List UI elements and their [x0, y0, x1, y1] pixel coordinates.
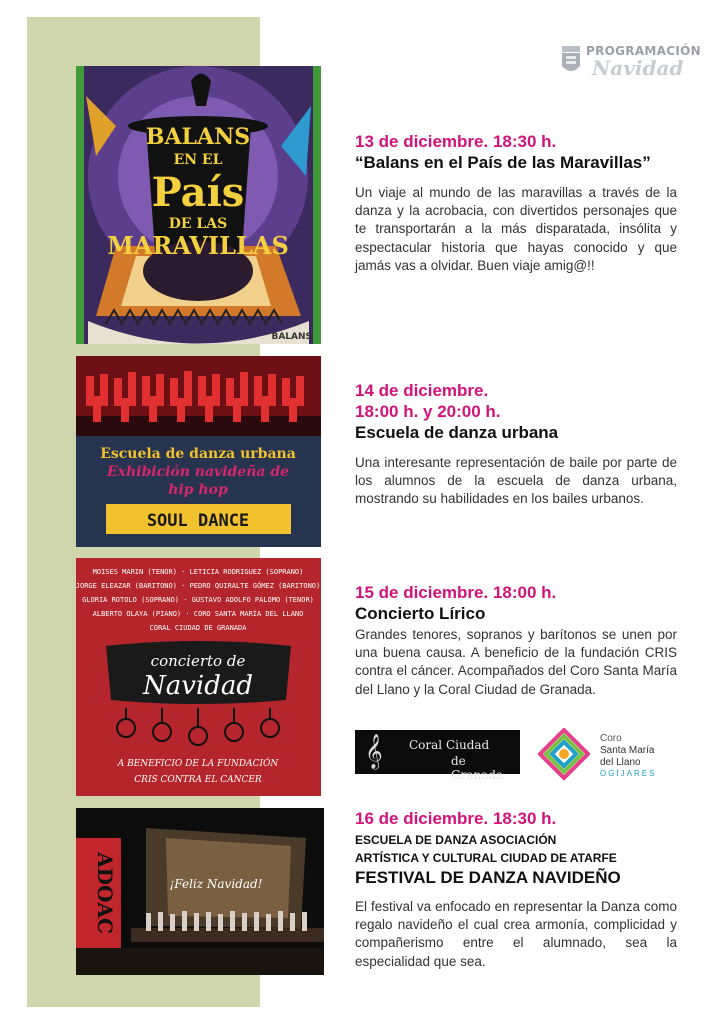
logo-line-2: Navidad — [592, 56, 684, 80]
coro-santa-maria-logo — [538, 728, 678, 783]
event-date: 13 de diciembre. 18:30 h. — [355, 132, 557, 151]
poster-text-1: BALANS — [145, 124, 251, 150]
poster-text-3: hip hop — [168, 482, 228, 498]
event-title: FESTIVAL DE DANZA NAVIDEÑO — [355, 868, 621, 887]
coral-logo-line-1: Coral Ciudad — [409, 738, 490, 752]
poster-text-2: Exhibición navideña de — [106, 464, 290, 480]
coro-logo-line-3: del Llano — [600, 757, 641, 768]
event-15-dic — [355, 582, 677, 699]
poster-names-3: GLORIA ROTOLO (SOPRANO) · GUSTAVO ADOLFO PALOMO (TENOR) — [82, 596, 314, 604]
event-description: Una interesante representación de baile por parte de los alumnos de la escuela de danza urbana, mostrando su habilidades en los bailes urbanos. — [355, 455, 677, 507]
event-16-dic — [355, 808, 677, 971]
coro-logo-line-1: Coro — [600, 733, 622, 744]
poster-names-4: ALBERTO OLAYA (PIANO) · CORO SANTA MARÍA DEL LLANO — [92, 610, 304, 618]
poster-text-4: DE LAS — [168, 216, 228, 232]
coro-logo-line-4: OGÍJARES — [600, 769, 657, 778]
event-organizer-line-2: ARTÍSTICA Y CULTURAL CIUDAD DE ATARFE — [355, 851, 617, 865]
event-description: Grandes tenores, sopranos y barítonos se unen por una buena causa. A beneficio de la fundación CRIS contra el cáncer. Acompañados del Coro Santa María del Llano y la Coral Ciudad de Granada. — [355, 627, 677, 697]
event-13-dic — [355, 131, 677, 275]
event-description: Un viaje al mundo de las maravillas a través de la danza y la acrobacia, con divertidos personajes que te transportarán a la más disparatada, insólita y espectacular historia que hayas conocido y que jamás vas a olvidar. Buen viaje amig@!! — [355, 185, 677, 273]
event-title: Concierto Lírico — [355, 604, 486, 623]
sponsor-logos — [355, 728, 677, 783]
event-date: 16 de diciembre. 18:30 h. — [355, 809, 557, 828]
treble-clef-icon: 𝄞 — [365, 734, 383, 769]
poster-names-5: CORAL CIUDAD DE GRANADA — [149, 624, 247, 632]
svg-text:ADOAC: ADOAC — [93, 852, 117, 934]
poster-text-2: Navidad — [142, 671, 254, 701]
event-description: El festival va enfocado en representar la Danza como regalo navideño el cual crea armonía, complicidad y compañerismo entre el alumnado, sea la especialidad que sea. — [355, 899, 677, 969]
screen-text: ¡Feliz Navidad! — [169, 877, 263, 891]
poster-text-1: concierto de — [150, 652, 246, 670]
event-organizer-line-1: ESCUELA DE DANZA ASOCIACIÓN — [355, 833, 557, 847]
balans-poster-image — [76, 66, 321, 344]
town-crest-icon — [560, 44, 582, 76]
event-date-line-1: 14 de diciembre. — [355, 381, 489, 400]
poster-text-3: País — [151, 169, 245, 216]
poster-brand: BALANS — [271, 332, 312, 342]
coro-diamond-icon — [538, 728, 590, 780]
soul-dance-poster-image — [76, 356, 321, 547]
poster-text-1: Escuela de danza urbana — [100, 446, 296, 462]
event-14-dic — [355, 380, 677, 509]
poster-footer-2: CRIS CONTRA EL CANCER — [134, 775, 262, 785]
programacion-navidad-logo — [560, 42, 700, 82]
soul-dance-badge: SOUL DANCE — [146, 511, 250, 531]
poster-text-5: MARAVILLAS — [107, 231, 289, 260]
poster-names-2: JORGE ELEAZAR (BARITONO) · PEDRO QUIRALTE GÓMEZ (BARITONO) — [76, 582, 321, 590]
poster-names-1: MOISES MARIN (TENOR) · LETICIA RODRIGUEZ (SOPRANO) — [92, 568, 304, 576]
coro-logo-line-2: Santa María — [600, 745, 655, 756]
festival-danza-photo — [76, 808, 324, 975]
coral-logo-line-2: de Granada — [451, 754, 504, 782]
poster-footer-1: A BENEFICIO DE LA FUNDACIÓN — [117, 759, 279, 769]
logo-line-1: PROGRAMACIÓN — [586, 44, 701, 58]
event-title: Escuela de danza urbana — [355, 423, 559, 442]
event-title: “Balans en el País de las Maravillas” — [355, 153, 651, 172]
coral-ciudad-granada-logo — [355, 730, 520, 782]
event-date-line-2: 18:00 h. y 20:00 h. — [355, 402, 501, 421]
poster-text-2: EN EL — [173, 152, 223, 168]
event-date: 15 de diciembre. 18:00 h. — [355, 583, 557, 602]
concierto-navidad-poster-image — [76, 558, 321, 796]
